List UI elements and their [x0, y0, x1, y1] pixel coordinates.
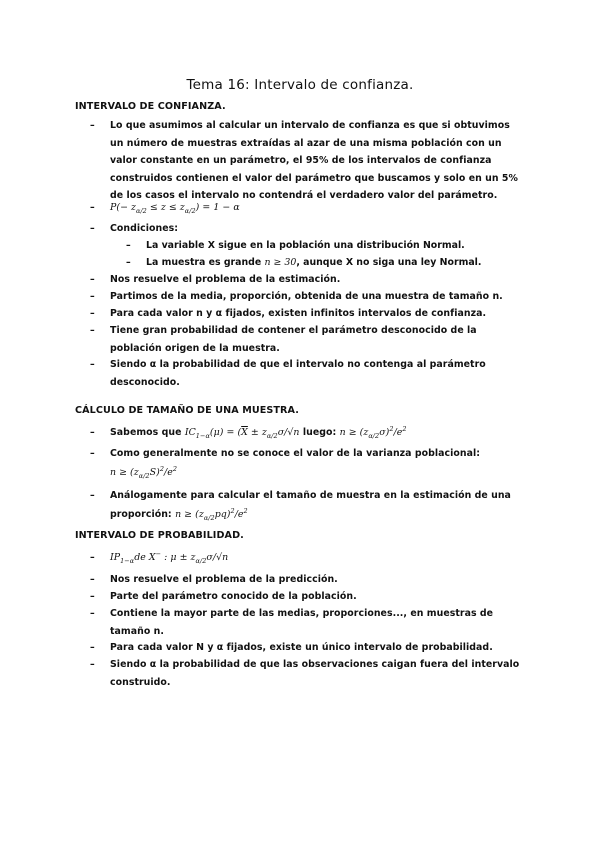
variance-formula: $n \ge (z_{\alpha/2}S)^2/e^2$ [110, 464, 177, 480]
section-heading-sample-size: CÁLCULO DE TAMAÑO DE UNA MUESTRA. [75, 405, 299, 416]
list-item: – Partimos de la media, proporción, obtenida de una muestra de tamaño n. [90, 291, 503, 302]
formula-item: – $IP_{1-\alpha}de$ X− : $\mu \pm z_{\alpha/2}\sigma/√n$ [90, 549, 229, 565]
condition-normal: La variable X sigue en la población una distribución Normal. [146, 240, 465, 251]
list-item: – Contiene la mayor parte de las medias, proporciones..., en muestras de tamaño n. [90, 608, 494, 637]
proportion-formula: proporción: $n \ge (z_{\alpha/2}pq)^2/e^2$ [110, 506, 248, 522]
list-item: – Como generalmente no se conoce el valor de la varianza poblacional: [90, 448, 481, 459]
conditions-label: Condiciones: [110, 223, 179, 234]
formula-line [110, 464, 525, 482]
list-item: – Nos resuelve el problema de la estimación. [90, 274, 341, 285]
page-title: Tema 16: Intervalo de confianza. [186, 77, 414, 93]
list-item: – Análogamente para calcular el tamaño de muestra en la estimación de una [90, 490, 511, 501]
list-item: – Para cada valor N y α fijados, existe un único intervalo de probabilidad. [90, 642, 493, 653]
list-item: – Parte del parámetro conocido de la población. [90, 591, 357, 602]
probability-formula: $P(- z_{\alpha/2} \le z \le z_{\alpha/2}) = 1 - \alpha$ [110, 202, 240, 215]
sample-size-formula: Sabemos que $IC_{1-\alpha}(\mu) = (\overline{X} \pm z_{\alpha/2}\sigma/√n$ luego: $n \ge (z_{\alpha/2}\sigma)^2/e^2$ [110, 424, 407, 440]
condition-large-sample: La muestra es grande n ≥ 30, aunque X no siga una ley Normal. [146, 257, 482, 268]
section-heading-confidence-interval: INTERVALO DE CONFIANZA. [75, 101, 226, 112]
formula-item: – Sabemos que $IC_{1-\alpha}(\mu) = (\overline{X} \pm z_{\alpha/2}\sigma/√n$ luego: $n \ge (z_{\alpha/2}\sigma)^2/e^2$ [90, 424, 407, 440]
sub-list-item: – La variable X sigue en la población una distribución Normal. [126, 240, 465, 251]
section-heading-probability-interval: INTERVALO DE PROBABILIDAD. [75, 530, 244, 541]
formula-line [110, 506, 525, 524]
list-item: – Nos resuelve el problema de la predicción. [90, 574, 338, 585]
list-item: – Tiene gran probabilidad de contener el parámetro desconocido de la población origen de la muestra. [90, 325, 477, 354]
formula-item: – $P(- z_{\alpha/2} \le z \le z_{\alpha/2}) = 1 - \alpha$ [90, 202, 240, 215]
list-item: – Para cada valor n y α fijados, existen infinitos intervalos de confianza. [90, 308, 487, 319]
list-item: – Siendo α la probabilidad de que el intervalo no contenga al parámetro desconocido. [90, 359, 486, 388]
sub-list-item: – La muestra es grande n ≥ 30, aunque X no siga una ley Normal. [126, 257, 482, 268]
list-item: – Siendo α la probabilidad de que las observaciones caigan fuera del intervalo construido. [90, 659, 520, 688]
probability-interval-formula: $IP_{1-\alpha}de$ X− : $\mu \pm z_{\alpha/2}\sigma/√n$ [110, 549, 229, 565]
list-item: – Lo que asumimos al calcular un intervalo de confianza es que si obtuvimos un número de muestras extraídas al azar de una misma población con un valor constante en un parámetro, el 95% de los intervalos de confianza construidos contienen el valor del parámetro que buscamos y solo en un 5% de los casos el intervalo no contendrá el verdadero valor del parámetro. [90, 120, 518, 202]
list-item: – Condiciones: [90, 223, 179, 234]
paragraph-text: Lo que asumimos al calcular un intervalo de confianza es que si obtuvimos un número de muestras extraídas al azar de una misma población con un valor constante en un parámetro, el 95% de los intervalos de confianza construidos contienen el valor del parámetro que buscamos y solo en un 5% de los casos el intervalo no contendrá el verdadero valor del parámetro. [110, 120, 518, 202]
